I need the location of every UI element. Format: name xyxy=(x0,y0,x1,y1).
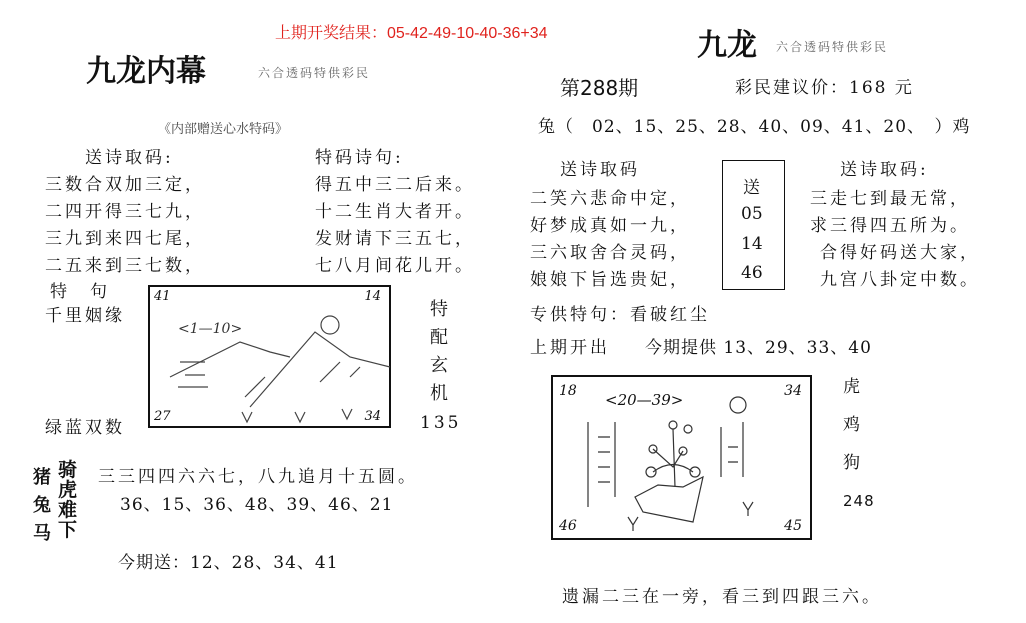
poem-line: 娘娘下旨选贵妃， xyxy=(530,270,690,290)
corner-number: 18 xyxy=(559,383,577,399)
right-subtitle: 六合透码特供彩民 xyxy=(776,40,889,54)
corner-number: 41 xyxy=(154,289,171,304)
corner-number: 14 xyxy=(364,289,381,304)
gift-number: 14 xyxy=(741,234,763,254)
poem-line: 十二生肖大者开。 xyxy=(315,202,475,222)
provide-numbers: 今期提供 13、29、33、40 xyxy=(645,338,872,358)
side-number: 135 xyxy=(420,413,462,433)
poem-b-title: 特码诗句: xyxy=(315,148,404,168)
special-label: 特 句 xyxy=(50,282,110,302)
poem-line: 二笑六悲命中定， xyxy=(530,189,690,209)
poem-line: 好梦成真如一九， xyxy=(530,216,690,236)
poem-b-title: 送诗取码: xyxy=(840,160,929,180)
last-open: 上期开出 xyxy=(530,338,610,358)
poem-line: 三九到来四七尾， xyxy=(45,229,205,249)
poem-line: 合得好码送大家， xyxy=(820,243,980,263)
side-number: 248 xyxy=(843,492,875,510)
color-text: 绿蓝双数 xyxy=(45,418,125,438)
poem-line: 七八月间花儿开。 xyxy=(315,256,475,276)
gift-heading: 《内部赠送心水特码》 xyxy=(158,122,289,137)
right-drawing-box xyxy=(551,375,812,540)
sketch-flower-basket xyxy=(553,377,814,542)
gift-label: 送 xyxy=(743,178,763,198)
corner-number: 27 xyxy=(154,409,171,424)
poem-line: 三数合双加三定， xyxy=(45,175,205,195)
bottom-verse: 遗漏二三在一旁，看三到四跟三六。 xyxy=(562,587,882,607)
corner-number: 46 xyxy=(559,518,577,534)
last-result-banner: 上期开奖结果：05-42-49-10-40-36+34 xyxy=(275,25,548,42)
range-line: 兔（ 02、15、25、28、40、09、41、20、 ）鸡 xyxy=(538,117,971,137)
poem-line: 求三得四五所为。 xyxy=(810,216,970,236)
side-vertical-text: 特配玄机 xyxy=(430,299,448,404)
zodiac: 虎 xyxy=(843,377,863,397)
issue-number: 第288期 xyxy=(560,76,639,100)
poem-line: 九宫八卦定中数。 xyxy=(820,270,980,290)
left-drawing-box xyxy=(148,285,391,428)
poem-line: 二四开得三七九， xyxy=(45,202,205,222)
this-issue: 今期送：12、28、34、41 xyxy=(118,553,339,573)
poem-line: 得五中三二后来。 xyxy=(315,175,475,195)
sketch-mountain-sun xyxy=(150,287,393,430)
zodiac-vertical: 猪兔马 xyxy=(33,467,51,544)
drawing-note: <1—10> xyxy=(178,321,243,337)
drawing-note: <20—39> xyxy=(605,391,684,409)
gift-box xyxy=(722,160,785,290)
gift-number: 05 xyxy=(741,204,763,224)
poem-line: 发财请下三五七， xyxy=(315,229,475,249)
gift-number: 46 xyxy=(741,263,763,283)
special-text: 千里姻缘 xyxy=(45,306,125,326)
right-title: 九龙 xyxy=(697,28,757,63)
left-subtitle: 六合透码特供彩民 xyxy=(258,66,371,80)
poem-line: 三走七到最无常， xyxy=(810,189,970,209)
poem-a-title: 送诗取码 xyxy=(560,160,640,180)
poem-line: 三六取舍合灵码， xyxy=(530,243,690,263)
poem-a-title: 送诗取码: xyxy=(85,148,174,168)
corner-number: 45 xyxy=(784,518,802,534)
number-list: 36、15、36、48、39、46、21 xyxy=(120,495,394,515)
price: 彩民建议价：168 元 xyxy=(735,78,914,98)
corner-number: 34 xyxy=(364,409,381,424)
left-title: 九龙内幕 xyxy=(86,54,206,89)
poem-line: 二五来到三七数， xyxy=(45,256,205,276)
special-line: 专供特句：看破红尘 xyxy=(530,305,710,325)
corner-number: 34 xyxy=(784,383,802,399)
zodiac: 鸡 xyxy=(843,415,863,435)
verse: 三三四四六六七，八九追月十五圆。 xyxy=(98,467,418,487)
idiom-vertical: 骑虎难下 xyxy=(58,459,78,541)
zodiac: 狗 xyxy=(843,453,863,473)
